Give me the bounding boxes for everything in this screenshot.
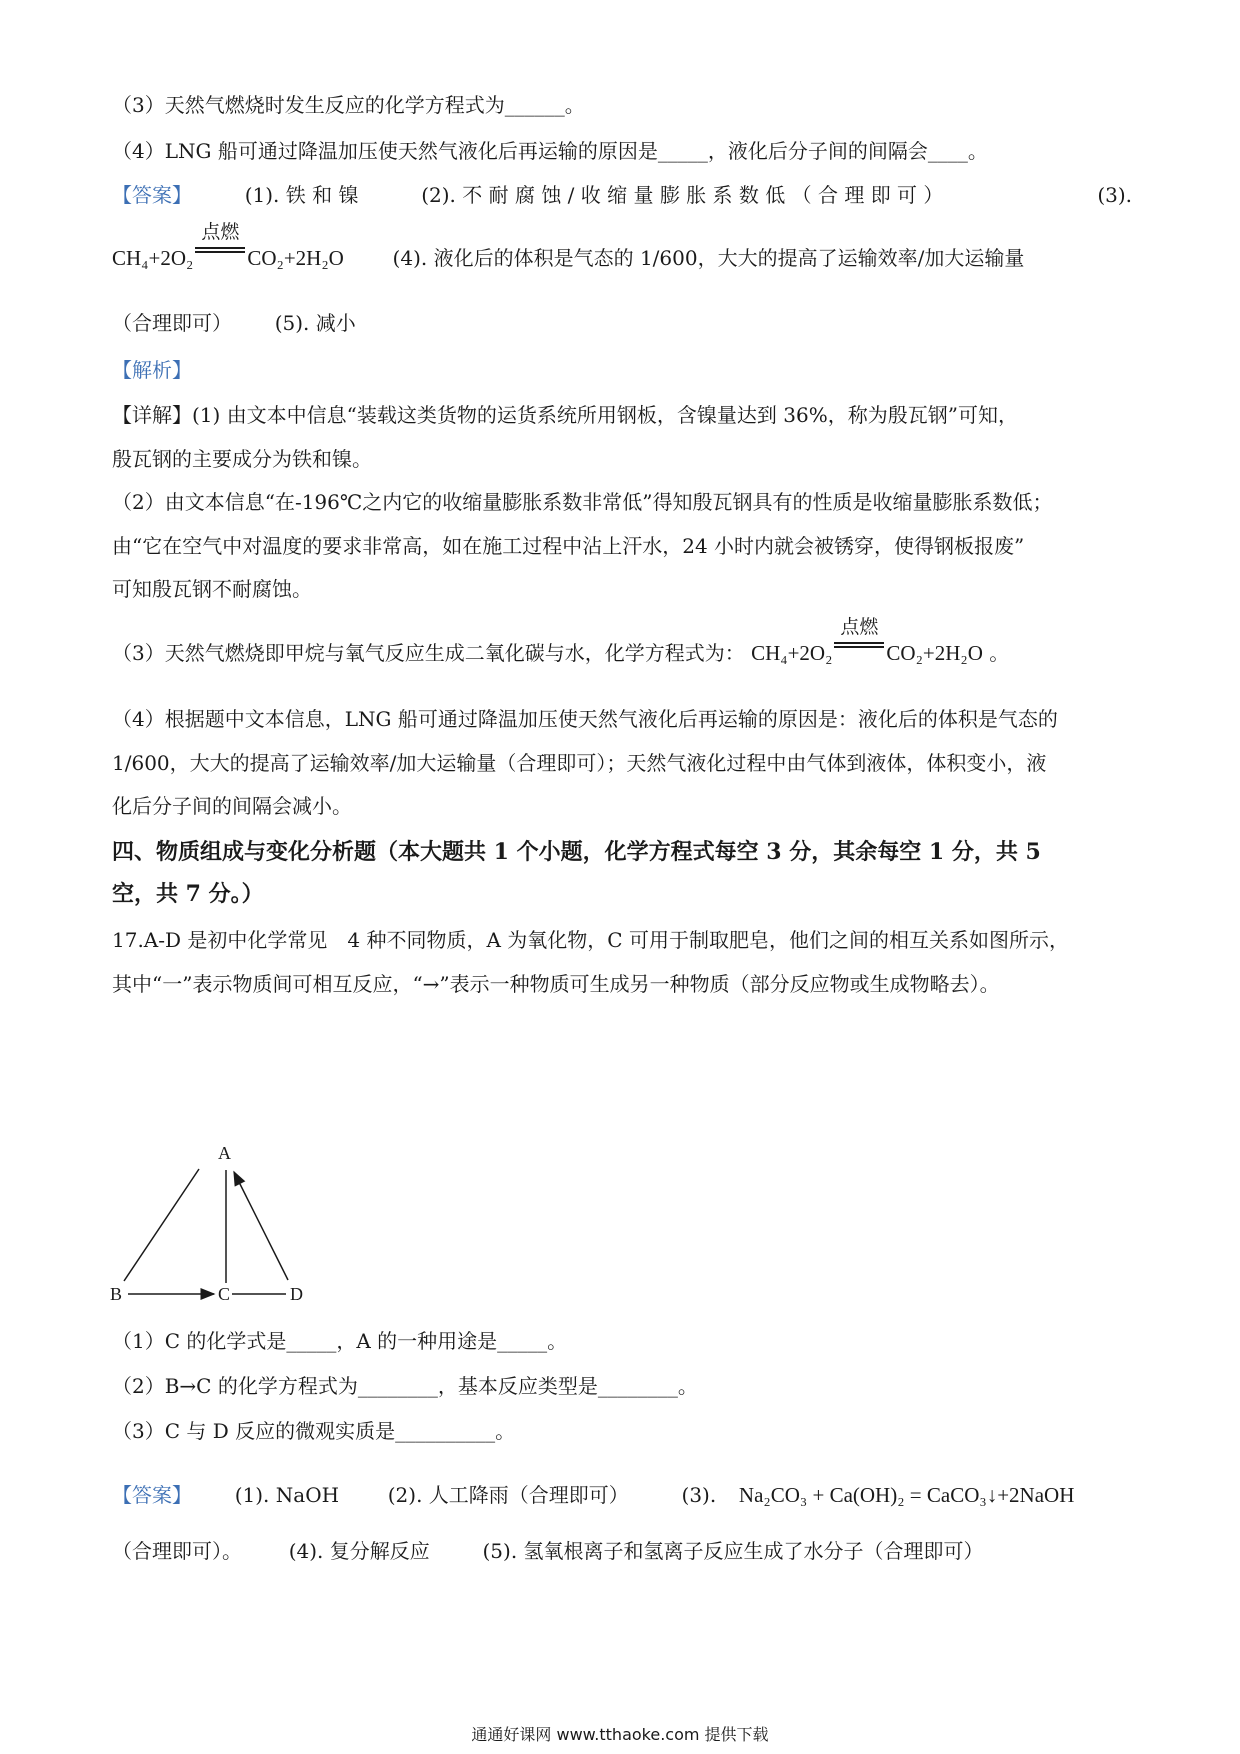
detail-2c: 可知殷瓦钢不耐腐蚀。 — [112, 577, 312, 601]
q17-answer-3-label: (3). — [681, 1483, 717, 1507]
q16-part4: （4）LNG 船可通过降温加压使天然气液化后再运输的原因是_____，液化后分子间的间隔会____。 — [112, 139, 988, 163]
q17-answer-1: (1). NaOH — [234, 1483, 340, 1507]
answer-2: (2). 不 耐 腐 蚀 / 收 缩 量 膨 胀 系 数 低 （ 合 理 即 可 ） — [421, 183, 944, 207]
q16-equation-row — [112, 221, 1132, 273]
detail-tag: 【详解】 — [112, 403, 192, 427]
q17-part3: （3）C 与 D 反应的微观实质是__________。 — [112, 1419, 516, 1443]
detail-4a: （4）根据题中文本信息，LNG 船可通过降温加压使天然气液化后再运输的原因是：液化后的体积是气态的 — [112, 707, 1058, 731]
section-4-title-b: 空，共 7 分。） — [112, 881, 264, 907]
relationship-diagram — [110, 1135, 350, 1315]
q17-stem-a: 17.A-D 是初中化学常见 4 种不同物质，A 为氧化物，C 可用于制取肥皂，他们之间的相互关系如图所示， — [112, 928, 1069, 952]
detail-1b: 殷瓦钢的主要成分为铁和镍。 — [112, 447, 372, 471]
q17-answer-2: (2). 人工降雨（合理即可） — [387, 1483, 629, 1507]
equation-right: CO₂+2H₂O — [247, 246, 344, 270]
detail-eq-right: CO₂+2H₂O — [886, 641, 983, 665]
arrow-d-to-a — [234, 1172, 288, 1280]
detail-3: （3）天然气燃烧即甲烷与氧气反应生成二氧化碳与水，化学方程式为： CH₄+2O₂ 点燃 CO₂+2H₂O 。 — [112, 638, 1132, 668]
q17-answer-3-equation: Na₂CO₃ + Ca(OH)₂ = CaCO₃↓+2NaOH — [738, 1483, 1075, 1507]
section-4-title-a: 四、物质组成与变化分析题（本大题共 1 个小题，化学方程式每空 3 分，其余每空 1 分，共 5 — [112, 839, 1041, 865]
q16-answer-row — [112, 180, 1132, 210]
answer-5: (5). 减小 — [274, 311, 356, 335]
detail-1a: 【详解】(1) 由文本中信息“装载这类货物的运货系统所用钢板，含镍量达到 36%，称为殷瓦钢”可知， — [112, 403, 1018, 427]
q17-answer-row — [112, 1480, 1132, 1510]
node-b: B — [110, 1284, 123, 1304]
q17-answer-row-2 — [112, 1536, 1132, 1566]
analysis-tag: 【解析】 — [112, 358, 192, 382]
page-footer: 通通好课网 www.tthaoke.com 提供下载 — [471, 1725, 769, 1744]
detail-4c: 化后分子间的间隔会减小。 — [112, 794, 352, 818]
reaction-condition: 点燃 — [195, 243, 245, 265]
detail-4b: 1/600，大大的提高了运输效率/加大运输量（合理即可）；天然气液化过程中由气体到液体，体积变小，液 — [112, 751, 1047, 775]
node-c: C — [218, 1284, 231, 1304]
answer-4-note: （合理即可） — [112, 311, 232, 335]
q17-answer-4: (4). 复分解反应 — [288, 1539, 430, 1563]
detail-reaction-condition: 点燃 — [834, 638, 884, 660]
node-d: D — [290, 1284, 303, 1304]
node-a: A — [218, 1143, 231, 1163]
line-a-b — [124, 1169, 199, 1281]
q17-answer-tag: 【答案】 — [112, 1483, 192, 1507]
q17-part1: （1）C 的化学式是_____，A 的一种用途是_____。 — [112, 1329, 568, 1353]
equation-left: CH₄+2O₂ — [112, 246, 194, 270]
q16-answer-row-2 — [112, 308, 1132, 338]
q17-stem-b: 其中“一”表示物质间可相互反应，“→”表示一种物质可生成另一种物质（部分反应物或生成物略去）。 — [112, 972, 1000, 996]
answer-1: (1). 铁 和 镍 — [244, 183, 359, 207]
q17-answer-5: (5). 氢氧根离子和氢离子反应生成了水分子（合理即可） — [482, 1539, 984, 1563]
detail-2b: 由“它在空气中对温度的要求非常高，如在施工过程中沾上汗水，24 小时内就会被锈穿，使得钢板报废” — [112, 534, 1025, 558]
q17-answer-3-note: （合理即可）。 — [112, 1539, 242, 1563]
answer-3-label: (3). — [1097, 183, 1132, 207]
detail-2a: （2）由文本信息“在-196℃之内它的收缩量膨胀系数非常低”得知殷瓦钢具有的性质是收缩量膨胀系数低； — [112, 490, 1053, 514]
detail-eq-left: CH₄+2O₂ — [751, 641, 833, 665]
q17-part2: （2）B→C 的化学方程式为________，基本反应类型是________。 — [112, 1374, 698, 1398]
q16-part3: （3）天然气燃烧时发生反应的化学方程式为______。 — [112, 93, 585, 117]
answer-4: (4). 液化后的体积是气态的 1/600，大大的提高了运输效率/加大运输量 — [392, 246, 1025, 270]
answer-tag: 【答案】 — [112, 183, 192, 207]
